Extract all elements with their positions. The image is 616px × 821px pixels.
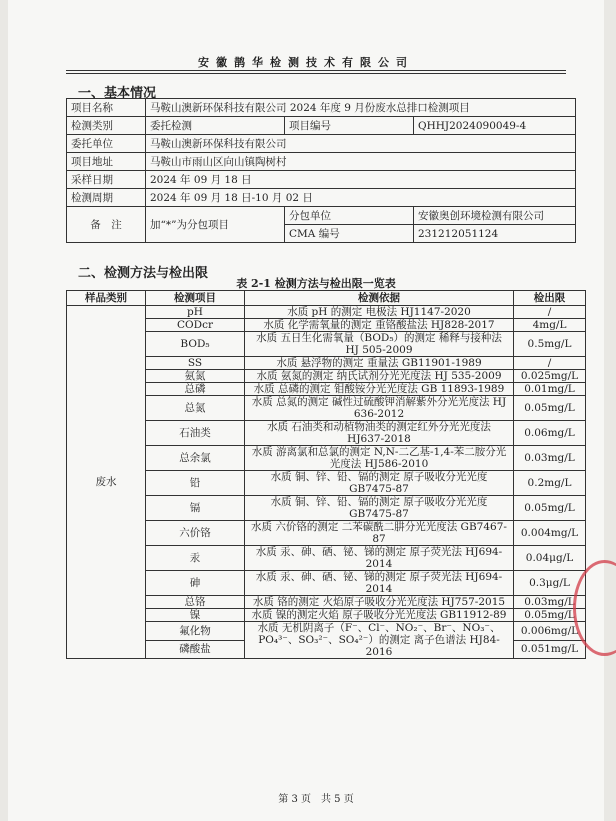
detection-limit: 0.051mg/L (514, 640, 586, 659)
detection-limit: 0.5mg/L (514, 332, 586, 357)
project-no: QHHJ2024090049-4 (414, 117, 576, 135)
test-item: 镍 (146, 609, 245, 622)
address-label: 项目地址 (67, 153, 146, 171)
test-item: 砷 (146, 571, 245, 596)
detection-limit: 0.006mg/L (514, 622, 586, 641)
table-caption: 表 2-1 检测方法与检出限一览表 (236, 277, 396, 290)
section-title-methods: 二、检测方法与检出限 (78, 266, 209, 281)
detection-limit: 0.05mg/L (514, 609, 586, 622)
period-label: 检测周期 (67, 189, 146, 207)
detection-limit: 0.2mg/L (514, 471, 586, 496)
project-name: 马鞍山澳新环保科技有限公司 2024 年度 9 月份废水总排口检测项目 (146, 99, 576, 117)
test-basis: 水质 化学需氧量的测定 重铬酸盐法 HJ828-2017 (245, 319, 514, 332)
client-label: 委托单位 (67, 135, 146, 153)
test-basis: 水质 氨氮的测定 纳氏试剂分光光度法 HJ 535-2009 (245, 370, 514, 383)
test-item: 总磷 (146, 383, 245, 396)
sub: 安徽奥创环境检测有限公司 (414, 207, 576, 225)
sub-label: 分包单位 (285, 207, 414, 225)
test-basis: 水质 无机阴离子（F⁻、Cl⁻、NO₂⁻、Br⁻、NO₃⁻、PO₄³⁻、SO₃²⁻、SO₄²⁻）的测定 离子色谱法 HJ84-2016 (245, 622, 514, 659)
category: 委托检测 (146, 117, 285, 135)
detection-limit: / (514, 357, 586, 370)
test-item: 总余氯 (146, 446, 245, 471)
header-rule-thin (66, 73, 566, 74)
test-item: pH (146, 306, 245, 319)
test-basis: 水质 石油类和动植物油类的测定红外分光光度法 HJ637-2018 (245, 421, 514, 446)
test-basis: 水质 五日生化需氧量（BOD₅）的测定 稀释与接种法 HJ 505-2009 (245, 332, 514, 357)
test-item: 石油类 (146, 421, 245, 446)
detection-limit: 0.01mg/L (514, 383, 586, 396)
cma: 231212051124 (414, 225, 576, 243)
test-item: 六价铬 (146, 521, 245, 546)
address: 马鞍山市雨山区向山镇陶树村 (146, 153, 576, 171)
detection-limit: 0.03mg/L (514, 446, 586, 471)
test-basis: 水质 铜、锌、铅、镉的测定 原子吸收分光光度 GB7475-87 (245, 471, 514, 496)
company-header: 安徽鹊华检测技术有限公司 (198, 56, 414, 69)
test-item: SS (146, 357, 245, 370)
project-name-label: 项目名称 (67, 99, 146, 117)
methods-table (66, 290, 586, 659)
header-basis: 检测依据 (245, 291, 514, 306)
sample-type: 废水 (67, 306, 146, 659)
header-rule (66, 70, 566, 71)
report-page (8, 0, 604, 821)
test-basis: 水质 总氮的测定 碱性过硫酸钾消解紫外分光光度法 HJ 636-2012 (245, 396, 514, 421)
header-limit: 检出限 (514, 291, 586, 306)
header-item: 检测项目 (146, 291, 245, 306)
basic-info-table (66, 98, 576, 243)
client: 马鞍山澳新环保科技有限公司 (146, 135, 576, 153)
test-basis: 水质 pH 的测定 电极法 HJ1147-2020 (245, 306, 514, 319)
detection-limit: 0.05mg/L (514, 396, 586, 421)
test-basis: 水质 总磷的测定 钼酸铵分光光度法 GB 11893-1989 (245, 383, 514, 396)
test-item: 总氮 (146, 396, 245, 421)
test-item: BOD₅ (146, 332, 245, 357)
test-item: 氟化物 (146, 622, 245, 641)
test-basis: 水质 悬浮物的测定 重量法 GB11901-1989 (245, 357, 514, 370)
detection-limit: 0.3μg/L (514, 571, 586, 596)
test-basis: 水质 汞、砷、硒、铋、锑的测定 原子荧光法 HJ694-2014 (245, 571, 514, 596)
detection-limit: 0.025mg/L (514, 370, 586, 383)
table-row (67, 306, 586, 319)
test-basis: 水质 游离氯和总氯的测定 N,N-二乙基-1,4-苯二胺分光光度法 HJ586-2010 (245, 446, 514, 471)
detection-limit: 0.03mg/L (514, 596, 586, 609)
test-item: 总铬 (146, 596, 245, 609)
detection-limit: 0.05mg/L (514, 496, 586, 521)
test-item: CODcr (146, 319, 245, 332)
sample-date-label: 采样日期 (67, 171, 146, 189)
detection-limit: 0.004mg/L (514, 521, 586, 546)
detection-limit: / (514, 306, 586, 319)
page-footer: 第 3 页 共 5 页 (278, 794, 354, 805)
category-label: 检测类别 (67, 117, 146, 135)
test-item: 镉 (146, 496, 245, 521)
test-basis: 水质 铬的测定 火焰原子吸收分光光度法 HJ757-2015 (245, 596, 514, 609)
period: 2024 年 09 月 18 日-10 月 02 日 (146, 189, 576, 207)
remark-label: 备 注 (67, 207, 146, 243)
detection-limit: 4mg/L (514, 319, 586, 332)
cma-label: CMA 编号 (285, 225, 414, 243)
remark: 加“*”为分包项目 (146, 207, 285, 243)
test-item: 铅 (146, 471, 245, 496)
test-basis: 水质 铜、锌、铅、镉的测定 原子吸收分光光度 GB7475-87 (245, 496, 514, 521)
test-item: 磷酸盐 (146, 640, 245, 659)
test-basis: 水质 镍的测定火焰 原子吸收分光光度法 GB11912-89 (245, 609, 514, 622)
sample-date: 2024 年 09 月 18 日 (146, 171, 576, 189)
test-basis: 水质 汞、砷、硒、铋、锑的测定 原子荧光法 HJ694-2014 (245, 546, 514, 571)
test-item: 氨氮 (146, 370, 245, 383)
detection-limit: 0.04μg/L (514, 546, 586, 571)
test-item: 汞 (146, 546, 245, 571)
section-title-basic: 一、基本情况 (78, 86, 157, 101)
project-no-label: 项目编号 (285, 117, 414, 135)
detection-limit: 0.06mg/L (514, 421, 586, 446)
test-basis: 水质 六价铬的测定 二苯碳酰二肼分光光度法 GB7467-87 (245, 521, 514, 546)
header-sample-type: 样品类别 (67, 291, 146, 306)
